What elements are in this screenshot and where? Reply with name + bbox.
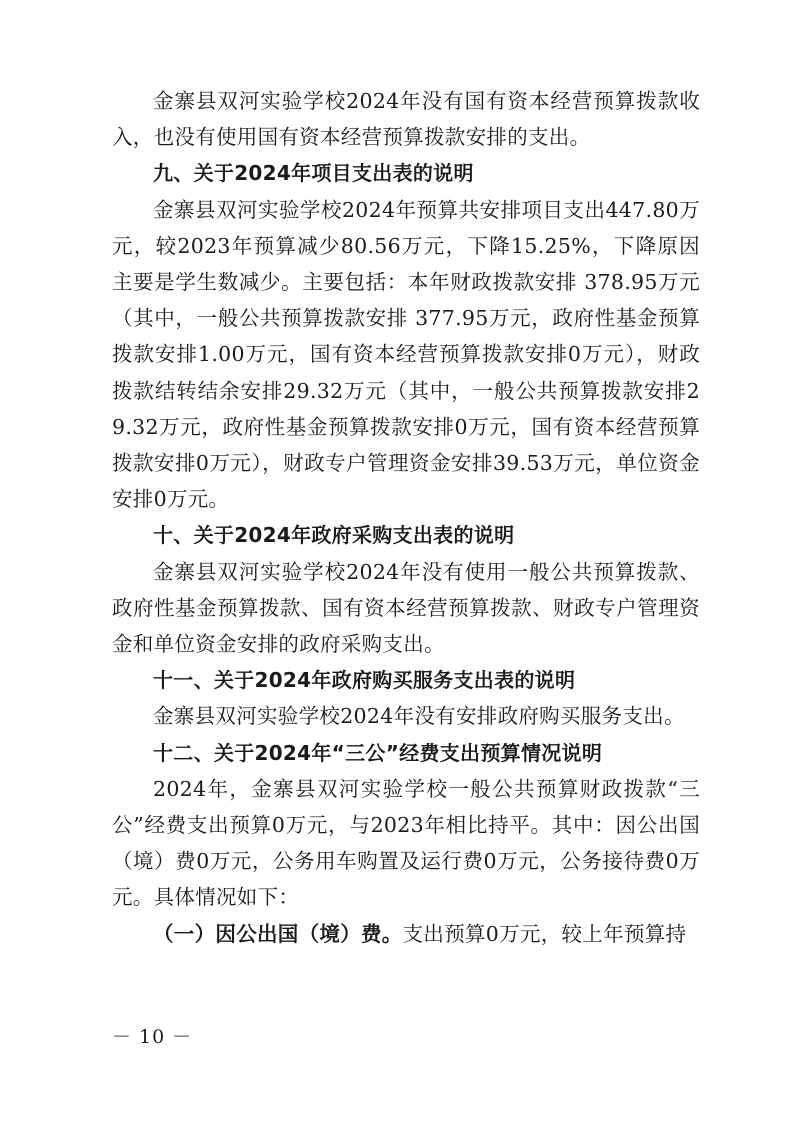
paragraph-government-procurement: 金寨县双河实验学校2024年没有使用一般公共预算拨款、政府性基金预算拨款、国有资本经营预算拨款、财政专户管理资金和单位资金安排的政府采购支出。 <box>112 559 700 657</box>
paragraph-project-expenditure: 金寨县双河实验学校2024年预算共安排项目支出447.80万元，较2023年预算减少80.56万元，下降15.25%，下降原因主要是学生数减少。主要包括：本年财政拨款安排 378.95万元（其中，一般公共预算拨款安排 377.95万元，政府性基金预算拨款安排1.00万元，国有资本经营预算拨款安排0万元），财政拨款结转结余安排29.32万元（其中，一般公共预算拨款安排29.32万元，政府性基金预算拨款安排0万元，国有资本经营预算拨款安排0万元），财政专户管理资金安排39.53万元，单位资金安排0万元。 <box>112 197 700 512</box>
section-heading-12: 十二、关于2024年“三公”经费支出预算情况说明 <box>153 740 603 765</box>
section-heading-11: 十一、关于2024年政府购买服务支出表的说明 <box>153 668 576 693</box>
paragraph-three-public-expenses: 2024年，金寨县双河实验学校一般公共预算财政拨款“三公”经费支出预算0万元，与2023年相比持平。其中：因公出国（境）费0万元，公务用车购置及运行费0万元，公务接待费0万元。具体情况如下： <box>112 776 700 910</box>
paragraph-overseas-travel <box>112 916 700 952</box>
paragraph-service-purchase: 金寨县双河实验学校2024年没有安排政府购买服务支出。 <box>153 704 685 729</box>
page-number: － 10 － <box>112 1026 193 1048</box>
sub-heading-overseas-travel: （一）因公出国（境）费。 <box>153 921 403 946</box>
section-heading-10: 十、关于2024年政府采购支出表的说明 <box>153 523 515 548</box>
paragraph-capital-operation: 金寨县双河实验学校2024年没有国有资本经营预算拨款收入，也没有使用国有资本经营预算拨款安排的支出。 <box>112 89 700 150</box>
section-heading-9: 九、关于2024年项目支出表的说明 <box>153 161 474 186</box>
sub-text-overseas-travel: 支出预算0万元，较上年预算持 <box>402 921 687 946</box>
document-body <box>112 83 700 952</box>
